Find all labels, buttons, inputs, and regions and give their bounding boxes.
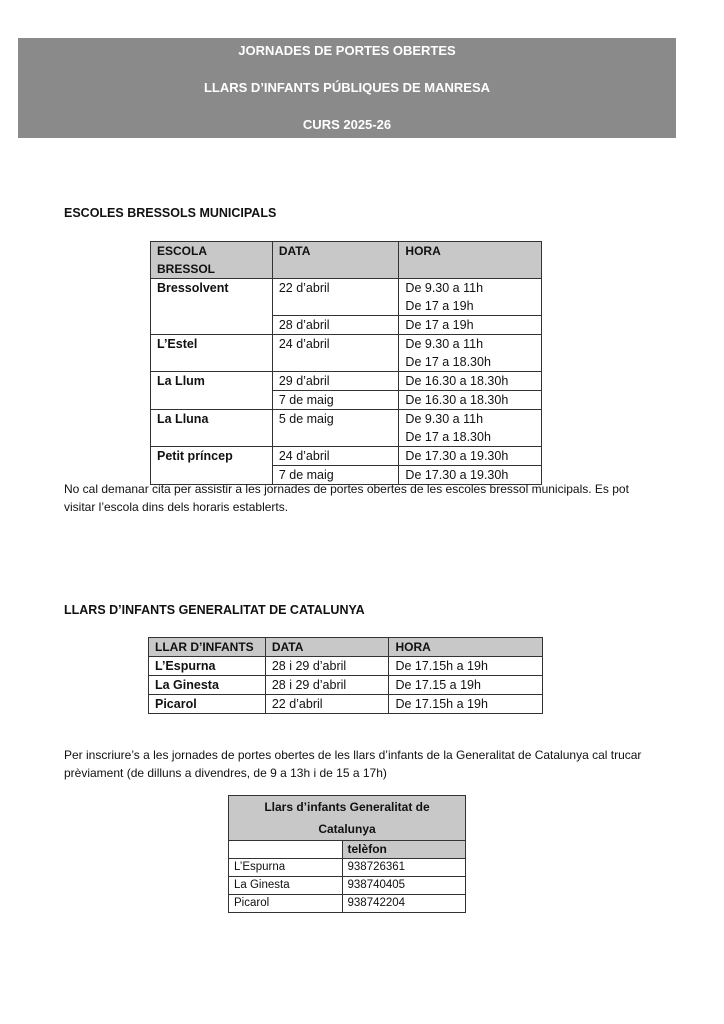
hour-line: De 9.30 a 11h (405, 412, 484, 426)
column-header: DATA (265, 638, 389, 657)
hour-line: De 17 a 18.30h (405, 355, 491, 369)
table-row (229, 859, 466, 877)
llar-name: Picarol (229, 895, 343, 913)
table-row (149, 676, 543, 695)
date-cell: 7 de maig (272, 466, 399, 485)
document-header (18, 38, 676, 138)
hour-cell: De 16.30 a 18.30h (399, 391, 542, 410)
llar-name: Picarol (149, 695, 266, 714)
date-cell: 5 de maig (272, 410, 399, 447)
column-header: HORA (399, 242, 542, 279)
date-cell: 22 d’abril (265, 695, 389, 714)
hour-line: De 17 a 19h (405, 299, 474, 313)
school-name: Bressolvent (151, 279, 273, 335)
hour-cell (399, 410, 542, 447)
table-row (149, 695, 543, 714)
date-cell: 24 d’abril (272, 335, 399, 372)
phone-cell: 938726361 (342, 859, 465, 877)
date-cell: 28 i 29 d’abril (265, 657, 389, 676)
table-row (229, 877, 466, 895)
llar-name: La Ginesta (149, 676, 266, 695)
municipal-table (150, 241, 542, 485)
hour-cell: De 17.15 a 19h (389, 676, 543, 695)
table-row (151, 335, 542, 372)
hour-cell: De 16.30 a 18.30h (399, 372, 542, 391)
hour-cell: De 17.30 a 19.30h (399, 466, 542, 485)
municipal-note: No cal demanar cita per assistir a les jornades de portes obertes de les escoles bressol municipals. Es pot visitar l’escola dins dels horaris establerts. (64, 482, 629, 514)
table-row (229, 895, 466, 913)
table-row (151, 447, 542, 466)
table-row (151, 372, 542, 391)
date-cell: 28 i 29 d’abril (265, 676, 389, 695)
table-header-row (151, 242, 542, 279)
header-course: CURS 2025-26 (302, 117, 392, 132)
table-row (151, 410, 542, 447)
generalitat-section-title: LLARS D’INFANTS GENERALITAT DE CATALUNYA (64, 603, 365, 617)
table-header-row (149, 638, 543, 657)
phone-cell: 938740405 (342, 877, 465, 895)
hour-cell: De 17 a 19h (399, 316, 542, 335)
hour-cell (399, 335, 542, 372)
date-cell: 7 de maig (272, 391, 399, 410)
column-header: HORA (389, 638, 543, 657)
phones-table (228, 795, 466, 913)
llar-name: L’Espurna (149, 657, 266, 676)
generalitat-table (148, 637, 543, 714)
hour-line: De 9.30 a 11h (405, 337, 484, 351)
hour-cell (399, 279, 542, 316)
phone-cell: 938742204 (342, 895, 465, 913)
hour-line: De 17 a 18.30h (405, 430, 491, 444)
empty-header-cell (229, 841, 343, 859)
phones-title-row (229, 796, 466, 841)
column-header: ESCOLA BRESSOL (151, 242, 273, 279)
table-row (151, 279, 542, 316)
hour-cell: De 17.30 a 19.30h (399, 447, 542, 466)
hour-line: De 9.30 a 11h (405, 281, 484, 295)
date-cell: 24 d’abril (272, 447, 399, 466)
table-row (149, 657, 543, 676)
generalitat-note: Per inscriure’s a les jornades de portes obertes de les llars d’infants de la Generalitat de Catalunya cal trucar prèviament (de dilluns a divendres, de 9 a 13h i de 15 a 17h) (64, 748, 642, 780)
school-name: Petit príncep (151, 447, 273, 485)
hour-cell: De 17.15h a 19h (389, 657, 543, 676)
date-cell: 29 d’abril (272, 372, 399, 391)
school-name: La Lluna (151, 410, 273, 447)
column-header: telèfon (342, 841, 465, 859)
header-title: JORNADES DE PORTES OBERTES (238, 43, 456, 58)
school-name: La Llum (151, 372, 273, 410)
column-header: DATA (272, 242, 399, 279)
llar-name: L’Espurna (229, 859, 343, 877)
phones-header-row (229, 841, 466, 859)
phones-title: Llars d’infants Generalitat de Catalunya (229, 796, 466, 841)
municipal-section-title: ESCOLES BRESSOLS MUNICIPALS (64, 206, 277, 220)
column-header: LLAR D’INFANTS (149, 638, 266, 657)
date-cell: 22 d’abril (272, 279, 399, 316)
date-cell: 28 d’abril (272, 316, 399, 335)
hour-cell: De 17.15h a 19h (389, 695, 543, 714)
school-name: L’Estel (151, 335, 273, 372)
header-subtitle: LLARS D’INFANTS PÚBLIQUES DE MANRESA (203, 80, 490, 95)
llar-name: La Ginesta (229, 877, 343, 895)
